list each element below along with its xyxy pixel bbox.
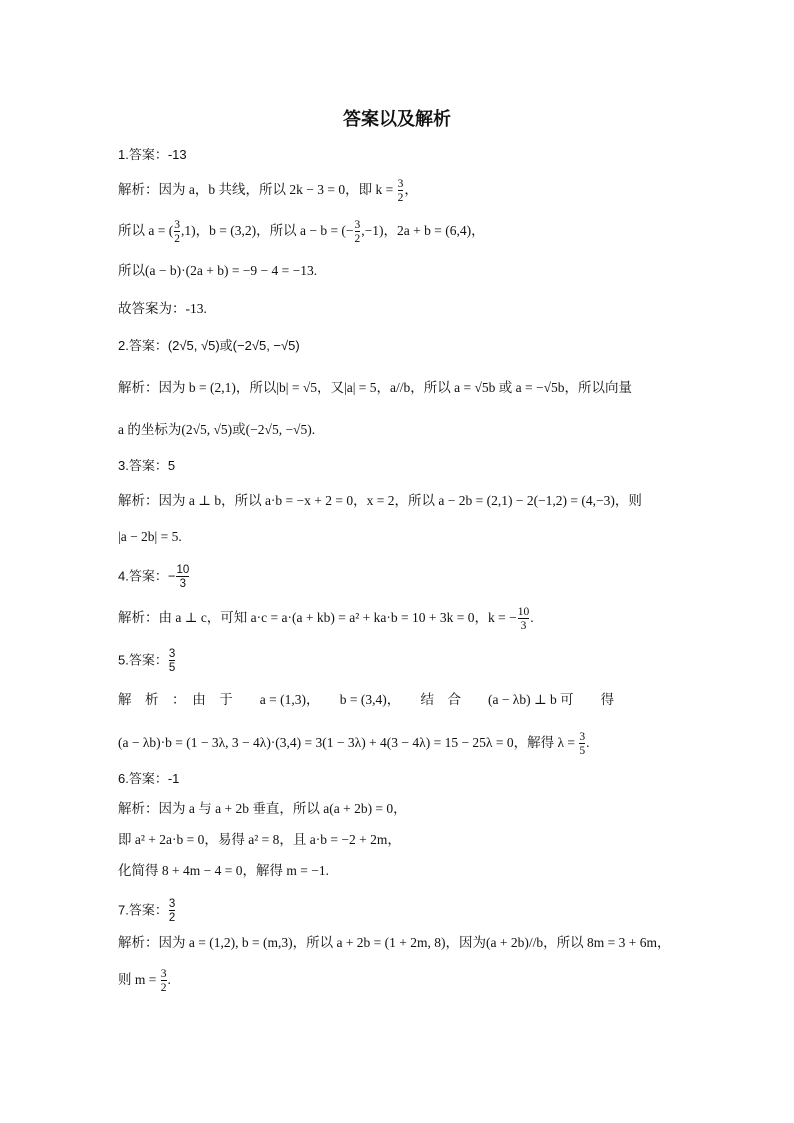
- solution-6-line-3: 化简得 8 + 4m − 4 = 0，解得 m = −1.: [118, 863, 329, 878]
- page-title: 答案以及解析: [343, 109, 451, 130]
- fraction: $\frac{10}{3}$: [176, 564, 190, 590]
- answer-1: 1.答案：-13: [118, 147, 187, 162]
- solution-5-line-1: 解 析 ： 由 于 a = (1,3)， b = (3,4)， 结 合 (a − λb) ⊥ b 可 得: [118, 692, 615, 707]
- fraction: $\frac{3}{2}$: [354, 219, 361, 245]
- solution-4-line-1: 解析：由 a ⊥ c，可知 a·c = a·(a + kb) = a² + ka·b = 10 + 3k = 0，k = − $\frac{10}{3}$ .: [118, 606, 534, 632]
- fraction: $\frac{3}{2}$: [168, 898, 176, 924]
- solution-6-line-1: 解析：因为 a 与 a + 2b 垂直，所以 a(a + 2b) = 0，: [118, 801, 407, 816]
- fraction: $\frac{3}{2}$: [160, 968, 167, 994]
- fraction: $\frac{3}{5}$: [168, 648, 176, 674]
- solution-2-line-1: 解析：因为 b = (2,1)，所以|b| = √5，又|a| = 5，a//b，所以 a = √5b 或 a = −√5b，所以向量: [118, 380, 633, 395]
- fraction: $\frac{3}{5}$: [579, 731, 586, 757]
- fraction: $\frac{3}{2}$: [174, 219, 180, 245]
- answer-2: 2.答案：(2√5, √5)或(−2√5, −√5): [118, 338, 300, 353]
- answer-6: 6.答案：-1: [118, 771, 180, 786]
- answer-3: 3.答案：5: [118, 458, 176, 473]
- solution-2-line-2: a 的坐标为(2√5, √5)或(−2√5, −√5).: [118, 422, 316, 437]
- solution-1-line-1: 解析：因为 a，b 共线，所以 2k − 3 = 0，即 k = $\frac{3}{2}$ ，: [118, 178, 418, 204]
- answer-5: 5.答案： $\frac{3}{5}$: [118, 648, 176, 674]
- fraction: $\frac{3}{2}$: [397, 178, 404, 204]
- solution-6-line-2: 即 a² + 2a·b = 0，易得 a² = 8，且 a·b = −2 + 2m，: [118, 832, 401, 847]
- fraction: $\frac{10}{3}$: [517, 606, 530, 632]
- solution-3-line-1: 解析：因为 a ⊥ b，所以 a·b = −x + 2 = 0，x = 2，所以 a − 2b = (2,1) − 2(−1,2) = (4,−3)，则: [118, 493, 642, 508]
- solution-1-line-4: 故答案为：-13.: [118, 301, 207, 316]
- solution-7-line-2: 则 m = $\frac{3}{2}$ .: [118, 968, 171, 994]
- solution-7-line-1: 解析：因为 a = (1,2), b = (m,3)，所以 a + 2b = (1 + 2m, 8)，因为(a + 2b)//b，所以 8m = 3 + 6m，: [118, 935, 671, 950]
- solution-1-line-3: 所以(a − b)·(2a + b) = −9 − 4 = −13.: [118, 263, 318, 278]
- answer-7: 7.答案： $\frac{3}{2}$: [118, 898, 176, 924]
- solution-1-line-2: 所以 a = ( $\frac{3}{2}$ ,1)，b = (3,2)，所以 a − b = (− $\frac{3}{2}$ ,−1)，2a + b = (6,4)，: [118, 219, 485, 245]
- answer-4: 4.答案：− $\frac{10}{3}$: [118, 564, 190, 590]
- solution-3-line-2: |a − 2b| = 5.: [118, 529, 182, 544]
- solution-5-line-2: (a − λb)·b = (1 − 3λ, 3 − 4λ)·(3,4) = 3(1 − 3λ) + 4(3 − 4λ) = 15 − 25λ = 0，解得 λ = $\frac{3}{5}$ .: [118, 731, 590, 757]
